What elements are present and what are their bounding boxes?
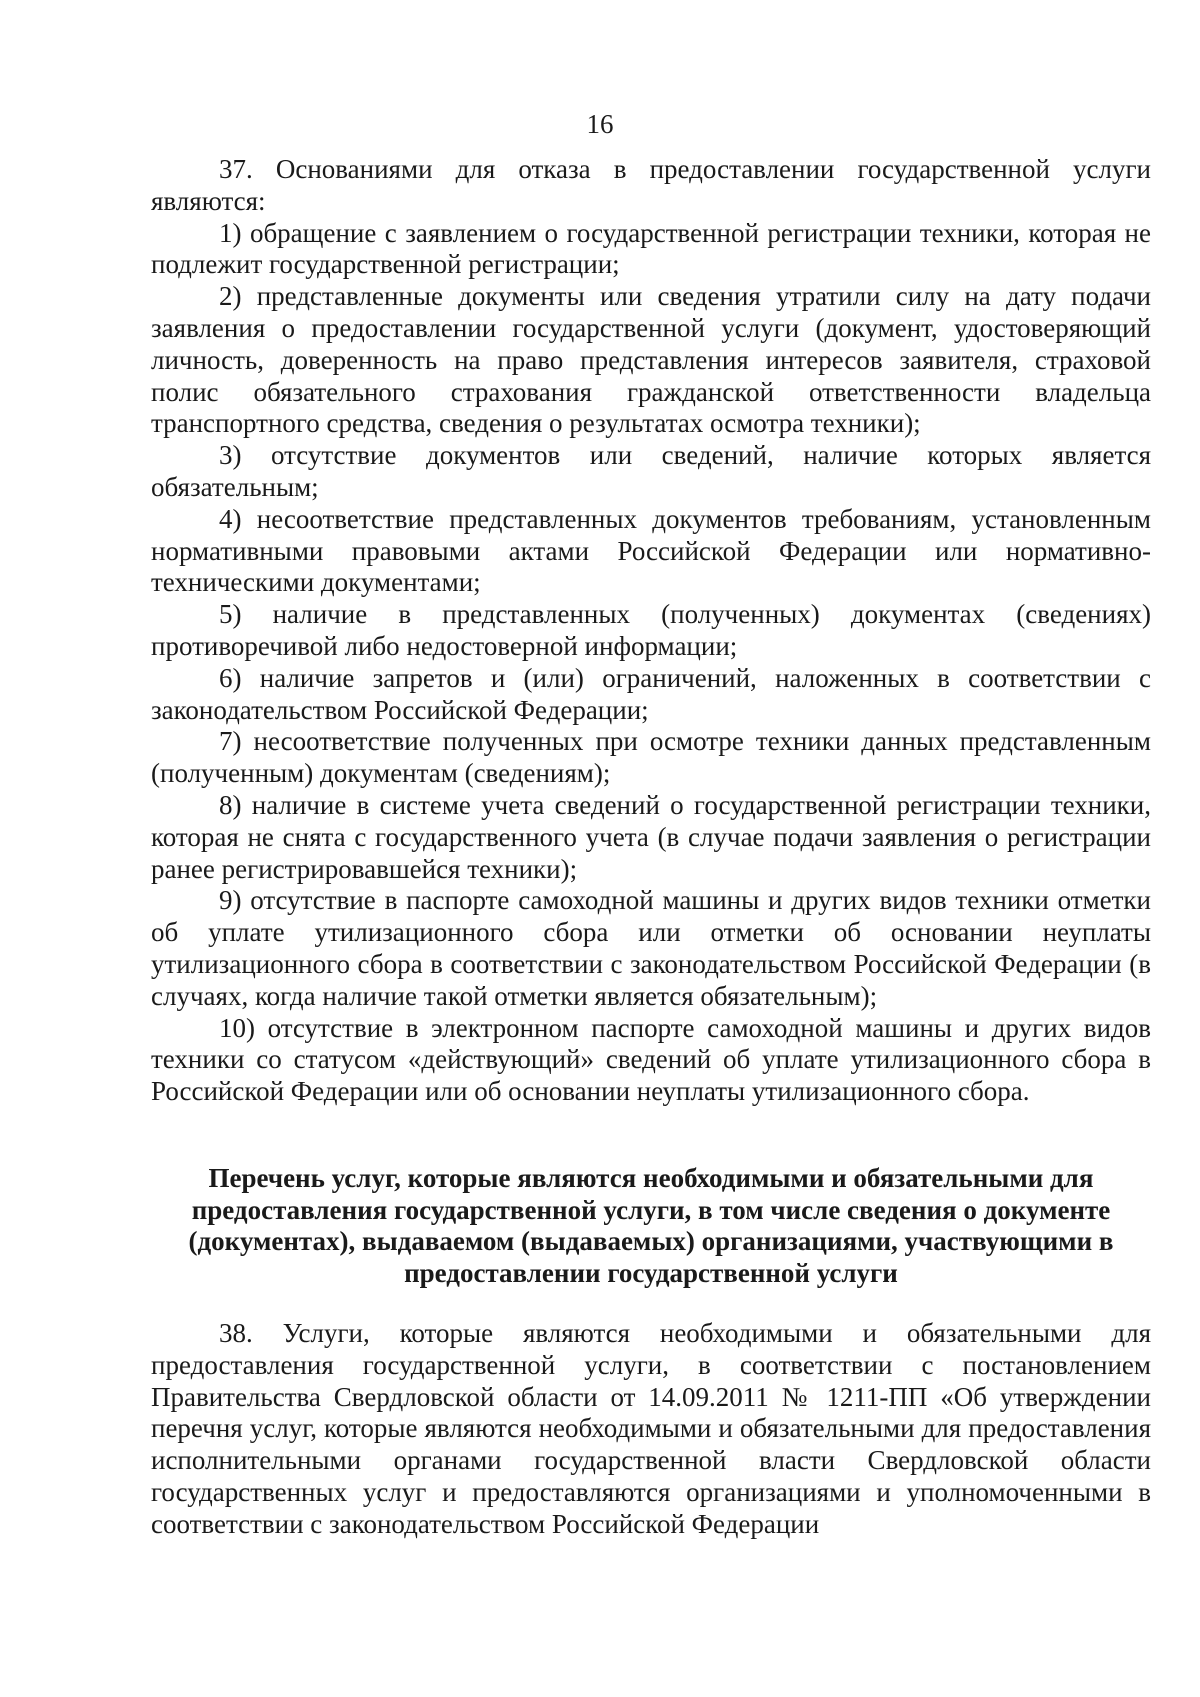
list-item-8: 8) наличие в системе учета сведений о государственной регистрации техники, которая не снята с государственного учета (в случае подачи заявления о регистрации ранее регистрировавшейся техники);	[151, 789, 1151, 884]
section-heading: Перечень услуг, которые являются необходимыми и обязательными для предоставления государственной услуги, в том числе сведения о документе (документах), выдаваемом (выдаваемых) организациями, участвующими в предоставлении государственной услуги	[188, 1163, 1114, 1288]
list-item-3: 3) отсутствие документов или сведений, наличие которых является обязательным;	[151, 440, 1151, 502]
list-item-7: 7) несоответствие полученных при осмотре техники данных представленным (полученным) документам (сведениям);	[151, 726, 1151, 789]
page-number: 16	[586, 109, 614, 139]
list-item-1: 1) обращение с заявлением о государственной регистрации техники, которая не подлежит государственной регистрации;	[151, 217, 1151, 280]
list-item-9: 9) отсутствие в паспорте самоходной машины и других видов техники отметки об уплате утилизационного сбора или отметки об основании неуплаты утилизационного сбора в соответствии с законодательством Российской Федерации (в случаях, когда наличие такой отметки является обязательным);	[151, 885, 1151, 1011]
paragraph-37-intro: 37. Основаниями для отказа в предоставлении государственной услуги являются:	[151, 154, 1151, 216]
list-item-2: 2) представленные документы или сведения утратили силу на дату подачи заявления о предоставлении государственной услуги (документ, удостоверяющий личность, доверенность на право представления интересов заявителя, страховой полис обязательного страхования гражданской ответственности владельца транспортного средства, сведения о результатах осмотра техники);	[151, 281, 1151, 439]
list-item-5: 5) наличие в представленных (полученных) документах (сведениях) противоречивой либо недостоверной информации;	[151, 599, 1151, 661]
paragraph-38: 38. Услуги, которые являются необходимыми и обязательными для предоставления государственной услуги, в соответствии с постановлением Правительства Свердловской области от 14.09.2011 № 1211-ПП «Об утверждении перечня услуг, которые являются необходимыми и обязательными для предоставления исполнительными органами государственной власти Свердловской области государственных услуг и предоставляются организациями и уполномоченными в соответствии с законодательством Российской Федерации	[151, 1318, 1151, 1539]
grounds-for-refusal-section	[151, 154, 1151, 1108]
list-item-4: 4) несоответствие представленных документов требованиям, установленным нормативными правовыми актами Российской Федерации или нормативно-техническими документами;	[151, 503, 1151, 598]
list-item-6: 6) наличие запретов и (или) ограничений, наложенных в соответствии с законодательством Российской Федерации;	[151, 662, 1151, 725]
services-section	[151, 1318, 1151, 1541]
list-item-10: 10) отсутствие в электронном паспорте самоходной машины и других видов техники со статусом «действующий» сведений об уплате утилизационного сбора в Российской Федерации или об основании неуплаты утилизационного сбора.	[151, 1012, 1151, 1107]
